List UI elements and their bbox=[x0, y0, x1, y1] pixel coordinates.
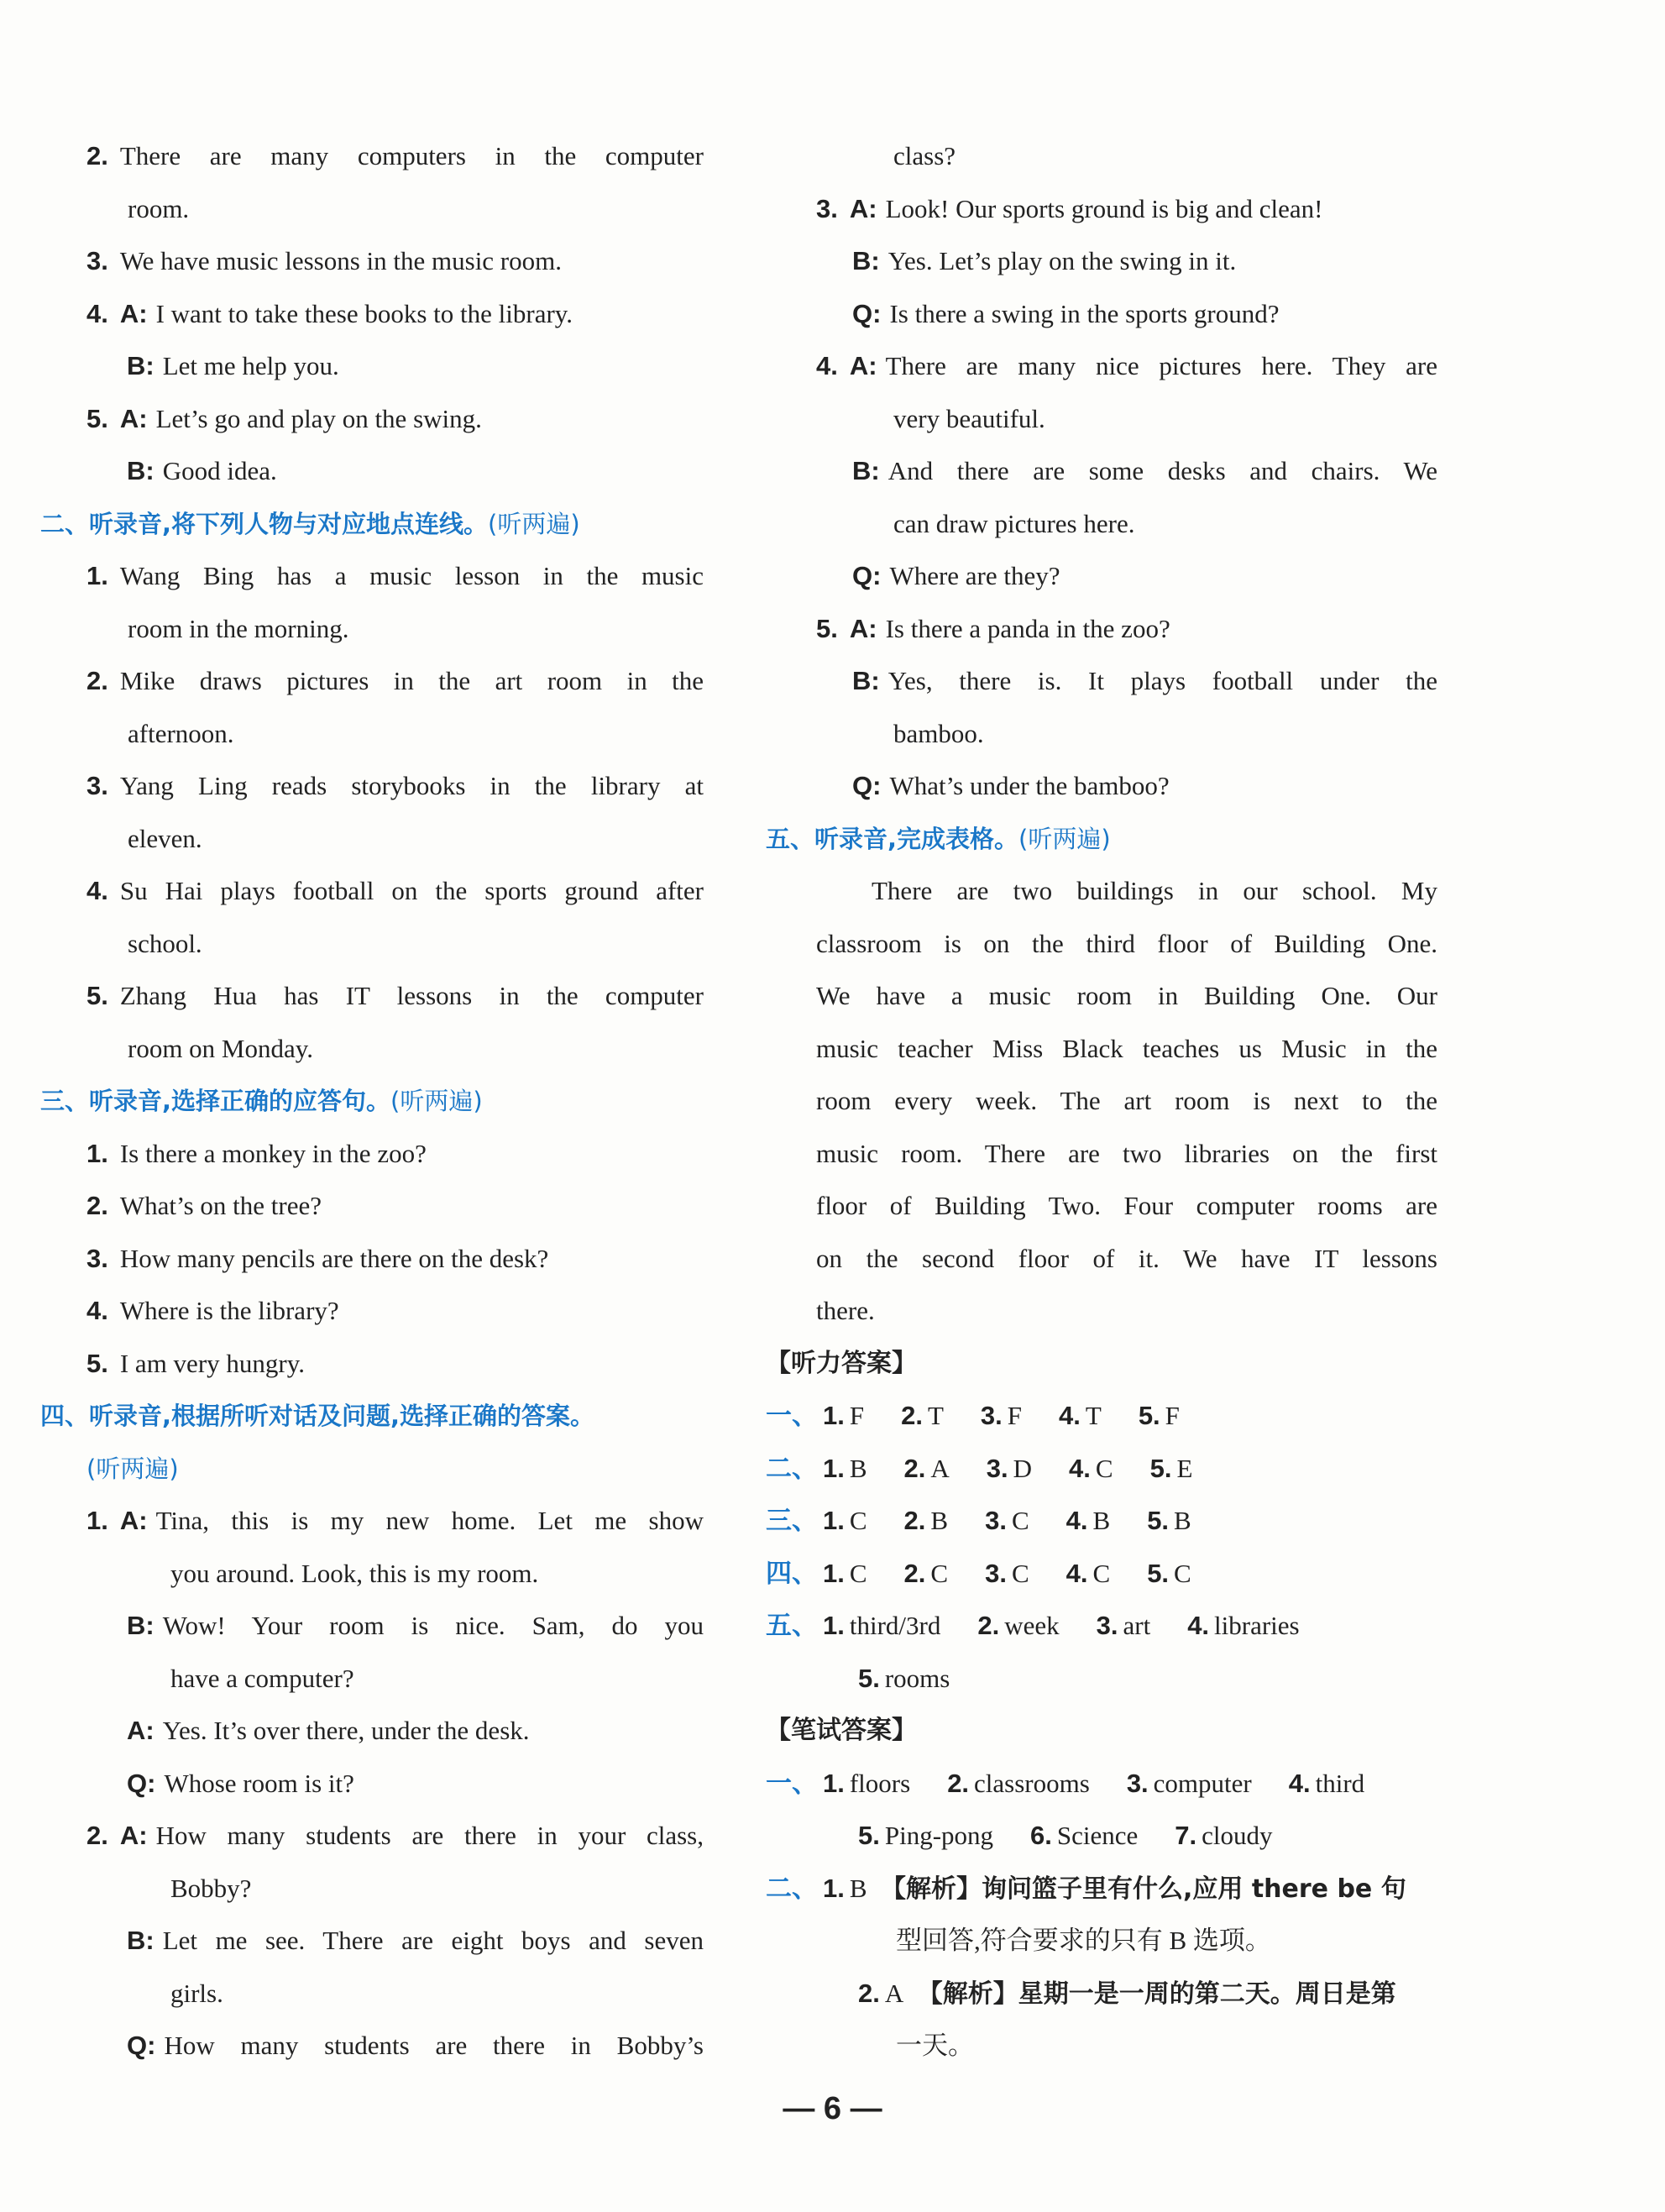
answer-value: C bbox=[1092, 1558, 1111, 1588]
line-text: Let me see. There are eight boys and seven bbox=[162, 1926, 704, 1955]
section-heading bbox=[40, 1390, 704, 1443]
answer-value: libraries bbox=[1214, 1611, 1300, 1640]
text-line bbox=[40, 1968, 704, 2021]
line-text: Let’s go and play on the swing. bbox=[155, 403, 482, 433]
question-number: 6. bbox=[1030, 1821, 1052, 1850]
text-line bbox=[766, 1915, 1437, 1968]
question-number: 5. bbox=[1138, 1401, 1160, 1430]
answer-value: cloudy bbox=[1202, 1821, 1273, 1850]
section-heading bbox=[40, 498, 704, 551]
line-text: room on Monday. bbox=[128, 1033, 313, 1063]
question-number: 5. bbox=[86, 403, 108, 433]
question-number: 1. bbox=[823, 1611, 845, 1640]
line-text: There are many nice pictures here. They are bbox=[885, 351, 1437, 380]
answer-value: C bbox=[1174, 1558, 1191, 1588]
section-heading bbox=[766, 813, 1437, 866]
line-text: can draw pictures here. bbox=[893, 508, 1135, 538]
question-number: 2. bbox=[86, 666, 108, 695]
question-number: 5. bbox=[86, 981, 108, 1010]
question-number: 4. bbox=[1059, 1401, 1081, 1430]
answer-value: T bbox=[927, 1401, 944, 1430]
text-line bbox=[40, 655, 704, 708]
speaker-label: B: bbox=[852, 246, 880, 275]
speaker-label: Q: bbox=[127, 2031, 156, 2060]
text-line bbox=[40, 1705, 704, 1758]
line-text: I want to take these books to the library. bbox=[155, 298, 573, 328]
text-line bbox=[766, 1128, 1437, 1181]
text-line bbox=[40, 1128, 704, 1181]
line-text: music teacher Miss Black teaches us Music in the bbox=[816, 1033, 1437, 1063]
text-line bbox=[40, 708, 704, 761]
question-number: 3. bbox=[1096, 1611, 1118, 1640]
text-line bbox=[766, 655, 1437, 708]
question-number: 1. bbox=[86, 561, 108, 590]
text-line bbox=[766, 1285, 1437, 1338]
line-text: Is there a swing in the sports ground? bbox=[889, 298, 1280, 328]
left-column bbox=[40, 130, 704, 2073]
speaker-label: B: bbox=[127, 1611, 154, 1640]
line-text: Yang Ling reads storybooks in the library at bbox=[119, 771, 704, 800]
text-line bbox=[766, 1968, 1437, 2021]
line-text: bamboo. bbox=[893, 718, 984, 748]
question-number: 2. bbox=[858, 1978, 880, 2008]
question-number: 4. bbox=[1065, 1558, 1088, 1588]
section-heading bbox=[40, 1075, 704, 1128]
paragraph-indent bbox=[816, 876, 872, 905]
answer-value: F bbox=[1165, 1401, 1180, 1430]
line-text: How many pencils are there on the desk? bbox=[119, 1243, 549, 1273]
speaker-label: A: bbox=[119, 1821, 148, 1850]
text-line bbox=[766, 1705, 1437, 1758]
text-line bbox=[766, 1180, 1437, 1233]
text-line bbox=[766, 1023, 1437, 1076]
answer-value: rooms bbox=[884, 1663, 950, 1693]
text-line bbox=[766, 445, 1437, 498]
text-line bbox=[766, 760, 1437, 813]
text-line bbox=[766, 2020, 1437, 2073]
line-text: floor of Building Two. Four computer rooms are bbox=[816, 1191, 1437, 1220]
question-number: 4. bbox=[86, 1296, 108, 1325]
text-line bbox=[40, 1600, 704, 1653]
text-line bbox=[766, 498, 1437, 551]
line-text: Good idea. bbox=[162, 456, 277, 485]
line-text: Where is the library? bbox=[119, 1296, 339, 1325]
line-text: 二、听录音,将下列人物与对应地点连线。 bbox=[40, 509, 489, 538]
answer-value: C bbox=[1011, 1506, 1029, 1535]
line-text: Su Hai plays football on the sports ground after bbox=[119, 876, 704, 905]
answer-value: B bbox=[849, 1453, 867, 1483]
answer-value: Science bbox=[1056, 1821, 1139, 1850]
answer-value: B bbox=[849, 1873, 867, 1903]
line-text: classroom is on the third floor of Building One. bbox=[816, 928, 1437, 958]
line-text: Is there a panda in the zoo? bbox=[885, 613, 1170, 643]
speaker-label: B: bbox=[852, 666, 880, 695]
text-line bbox=[766, 130, 1437, 183]
question-number: 1. bbox=[823, 1401, 845, 1430]
line-text: 【听力答案】 bbox=[766, 1348, 917, 1378]
question-number: 2. bbox=[903, 1558, 926, 1588]
speaker-label: A: bbox=[119, 403, 148, 433]
question-number: 3. bbox=[86, 771, 108, 800]
answer-value: T bbox=[1085, 1401, 1102, 1430]
speaker-label: A: bbox=[849, 613, 877, 643]
question-number: 4. bbox=[86, 298, 108, 328]
text-line bbox=[766, 708, 1437, 761]
speaker-label: A: bbox=[119, 298, 148, 328]
answer-value: floors bbox=[849, 1768, 911, 1798]
speaker-label: B: bbox=[127, 456, 154, 485]
line-text: Yes, there is. It plays football under the bbox=[887, 666, 1437, 695]
line-text: I am very hungry. bbox=[119, 1348, 305, 1378]
answer-value: B bbox=[930, 1506, 949, 1535]
section-prefix: 四、 bbox=[766, 1558, 818, 1589]
text-line bbox=[40, 288, 704, 341]
right-column bbox=[766, 130, 1437, 2073]
text-line bbox=[766, 970, 1437, 1023]
line-text: Yes. Let’s play on the swing in it. bbox=[887, 246, 1237, 275]
text-line bbox=[40, 1495, 704, 1548]
question-number: 5. bbox=[858, 1821, 880, 1850]
text-line bbox=[40, 813, 704, 866]
text-line bbox=[40, 1653, 704, 1706]
line-text: room in the morning. bbox=[128, 613, 349, 643]
question-number: 1. bbox=[823, 1873, 845, 1903]
answer-value: week bbox=[1004, 1611, 1060, 1640]
explanation: 【解析】星期一是一周的第二天。周日是第 bbox=[908, 1979, 1396, 2009]
text-line bbox=[766, 1863, 1437, 1916]
line-text: Look! Our sports ground is big and clean! bbox=[885, 193, 1323, 223]
answer-value: third/3rd bbox=[849, 1611, 941, 1640]
line-text: you around. Look, this is my room. bbox=[170, 1558, 539, 1588]
speaker-label: A: bbox=[849, 351, 877, 380]
question-number: 2. bbox=[947, 1768, 970, 1798]
question-number: 2. bbox=[86, 1821, 108, 1850]
line-text: 型回答,符合要求的只有 B 选项。 bbox=[896, 1926, 1271, 1955]
text-line bbox=[766, 1338, 1437, 1391]
explanation: 【解析】询问篮子里有什么,应用 there be 句 bbox=[872, 1874, 1406, 1904]
text-line bbox=[40, 393, 704, 446]
answer-value: classrooms bbox=[974, 1768, 1090, 1798]
text-line bbox=[40, 1285, 704, 1338]
question-number: 2. bbox=[86, 141, 108, 170]
question-number: 2. bbox=[86, 1191, 108, 1220]
section-heading bbox=[40, 1443, 704, 1496]
answer-value: F bbox=[849, 1401, 865, 1430]
text-line bbox=[40, 760, 704, 813]
line-text: eleven. bbox=[128, 823, 202, 853]
question-number: 2. bbox=[901, 1401, 923, 1430]
question-number: 3. bbox=[985, 1506, 1007, 1535]
answer-value: art bbox=[1123, 1611, 1151, 1640]
text-line bbox=[766, 235, 1437, 288]
question-number: 1. bbox=[823, 1558, 845, 1588]
section-prefix: 五、 bbox=[766, 1611, 818, 1641]
text-line bbox=[40, 340, 704, 393]
text-line bbox=[40, 865, 704, 918]
question-number: 1. bbox=[823, 1768, 845, 1798]
text-line bbox=[766, 183, 1437, 236]
line-text: school. bbox=[128, 928, 202, 958]
text-line bbox=[40, 1915, 704, 1968]
line-text: Yes. It’s over there, under the desk. bbox=[162, 1716, 530, 1745]
text-line bbox=[766, 865, 1437, 918]
line-text: And there are some desks and chairs. We bbox=[887, 456, 1437, 485]
line-text: girls. bbox=[170, 1978, 223, 2008]
answer-value: C bbox=[1095, 1453, 1113, 1483]
page-number: — 6 — bbox=[783, 2091, 882, 2126]
question-number: 3. bbox=[86, 246, 108, 275]
text-line bbox=[40, 970, 704, 1023]
answer-value: C bbox=[849, 1506, 867, 1535]
answer-value: third bbox=[1315, 1768, 1365, 1798]
text-line bbox=[766, 1653, 1437, 1706]
section-prefix: 二、 bbox=[766, 1453, 818, 1484]
text-line bbox=[766, 1810, 1437, 1863]
line-text: afternoon. bbox=[128, 718, 234, 748]
question-number: 1. bbox=[86, 1138, 108, 1168]
question-number: 4. bbox=[1065, 1506, 1088, 1535]
section-prefix: 一、 bbox=[766, 1768, 818, 1799]
line-text: There are two buildings in our school. My bbox=[872, 876, 1437, 905]
text-line bbox=[40, 1338, 704, 1391]
question-number: 5. bbox=[1147, 1506, 1170, 1535]
text-line bbox=[766, 1075, 1437, 1128]
question-number: 1. bbox=[823, 1453, 845, 1483]
text-line bbox=[766, 288, 1437, 341]
answer-value: A bbox=[884, 1978, 904, 2008]
line-text: 五、听录音,完成表格。 bbox=[766, 824, 1019, 853]
line-text: on the second floor of it. We have IT lessons bbox=[816, 1243, 1437, 1273]
line-text: Wow! Your room is nice. Sam, do you bbox=[162, 1611, 704, 1640]
text-line bbox=[40, 183, 704, 236]
text-line bbox=[766, 918, 1437, 971]
question-number: 5. bbox=[1147, 1558, 1170, 1588]
text-line bbox=[40, 1180, 704, 1233]
section-prefix: 二、 bbox=[766, 1873, 818, 1904]
line-text: 【笔试答案】 bbox=[766, 1716, 917, 1745]
text-line bbox=[766, 1600, 1437, 1653]
answer-value: A bbox=[930, 1453, 950, 1483]
text-line bbox=[40, 130, 704, 183]
section-prefix: 一、 bbox=[766, 1401, 818, 1431]
section-prefix: 三、 bbox=[766, 1506, 818, 1536]
question-number: 2. bbox=[903, 1453, 926, 1483]
answer-value: B bbox=[1174, 1506, 1191, 1535]
text-line bbox=[40, 445, 704, 498]
text-line bbox=[766, 340, 1437, 393]
speaker-label: A: bbox=[849, 193, 877, 223]
line-text: 一天。 bbox=[896, 2031, 974, 2060]
line-text: How many students are there in Bobby’s bbox=[164, 2031, 704, 2060]
speaker-label: Q: bbox=[127, 1768, 156, 1798]
speaker-label: Q: bbox=[852, 561, 882, 590]
text-line bbox=[766, 550, 1437, 603]
text-line bbox=[766, 1443, 1437, 1496]
question-number: 5. bbox=[858, 1663, 880, 1693]
answer-value: C bbox=[849, 1558, 867, 1588]
question-number: 1. bbox=[823, 1506, 845, 1535]
question-number: 2. bbox=[977, 1611, 1000, 1640]
line-text: Let me help you. bbox=[162, 351, 339, 380]
question-number: 4. bbox=[1069, 1453, 1091, 1483]
speaker-label: B: bbox=[127, 1926, 154, 1955]
answer-value: computer bbox=[1153, 1768, 1252, 1798]
question-number: 4. bbox=[1288, 1768, 1311, 1798]
text-line bbox=[766, 1495, 1437, 1548]
answer-value: D bbox=[1013, 1453, 1033, 1483]
question-number: 5. bbox=[816, 613, 838, 643]
text-line bbox=[40, 235, 704, 288]
line-text: Wang Bing has a music lesson in the music bbox=[119, 561, 704, 590]
speaker-label: Q: bbox=[852, 771, 882, 800]
question-number: 4. bbox=[86, 876, 108, 905]
speaker-label: A: bbox=[127, 1716, 154, 1745]
line-text: room. bbox=[128, 193, 190, 223]
question-number: 4. bbox=[1187, 1611, 1210, 1640]
text-line bbox=[40, 1233, 704, 1286]
question-number: 3. bbox=[1126, 1768, 1149, 1798]
line-text: music room. There are two libraries on the first bbox=[816, 1138, 1437, 1168]
speaker-label: B: bbox=[852, 456, 880, 485]
listen-note: (听两遍) bbox=[1018, 824, 1111, 853]
line-text: 四、听录音,根据所听对话及问题,选择正确的答案。 bbox=[40, 1402, 595, 1430]
answer-value: E bbox=[1176, 1453, 1193, 1483]
text-line bbox=[40, 918, 704, 971]
answer-value: B bbox=[1092, 1506, 1111, 1535]
listen-note: (听两遍) bbox=[390, 1087, 483, 1115]
listen-note: (听两遍) bbox=[86, 1454, 179, 1483]
question-number: 5. bbox=[1149, 1453, 1172, 1483]
question-number: 4. bbox=[816, 351, 838, 380]
text-line bbox=[40, 550, 704, 603]
text-line bbox=[766, 1390, 1437, 1443]
answer-value: C bbox=[930, 1558, 949, 1588]
text-line bbox=[766, 603, 1437, 656]
question-number: 2. bbox=[903, 1506, 926, 1535]
text-line bbox=[40, 1023, 704, 1076]
question-number: 3. bbox=[86, 1243, 108, 1273]
question-number: 3. bbox=[985, 1558, 1007, 1588]
answer-value: F bbox=[1007, 1401, 1023, 1430]
speaker-label: Q: bbox=[852, 298, 882, 328]
text-line bbox=[766, 393, 1437, 446]
line-text: Mike draws pictures in the art room in the bbox=[119, 666, 704, 695]
question-number: 3. bbox=[980, 1401, 1003, 1430]
text-line bbox=[766, 1548, 1437, 1601]
text-line bbox=[40, 1758, 704, 1811]
text-line bbox=[40, 1863, 704, 1916]
line-text: What’s under the bamboo? bbox=[889, 771, 1170, 800]
listen-note: (听两遍) bbox=[488, 509, 580, 538]
line-text: How many students are there in your class, bbox=[155, 1821, 704, 1850]
question-number: 3. bbox=[986, 1453, 1008, 1483]
answer-value: C bbox=[1011, 1558, 1029, 1588]
question-number: 7. bbox=[1175, 1821, 1197, 1850]
line-text: Zhang Hua has IT lessons in the computer bbox=[119, 981, 704, 1010]
line-text: Tina, this is my new home. Let me show bbox=[155, 1506, 704, 1535]
line-text: There are many computers in the computer bbox=[119, 141, 704, 170]
line-text: We have music lessons in the music room. bbox=[119, 246, 562, 275]
text-line bbox=[40, 603, 704, 656]
text-line bbox=[766, 1758, 1437, 1811]
question-number: 5. bbox=[86, 1348, 108, 1378]
line-text: have a computer? bbox=[170, 1663, 354, 1693]
question-number: 1. bbox=[86, 1506, 108, 1535]
text-line bbox=[40, 1810, 704, 1863]
text-line bbox=[766, 1233, 1437, 1286]
line-text: Bobby? bbox=[170, 1873, 252, 1903]
line-text: Whose room is it? bbox=[164, 1768, 354, 1798]
speaker-label: B: bbox=[127, 351, 154, 380]
line-text: What’s on the tree? bbox=[119, 1191, 322, 1220]
line-text: room every week. The art room is next to the bbox=[816, 1086, 1437, 1115]
line-text: We have a music room in Building One. Our bbox=[816, 981, 1437, 1010]
text-line bbox=[40, 1548, 704, 1601]
line-text: very beautiful. bbox=[893, 403, 1045, 433]
line-text: 三、听录音,选择正确的应答句。 bbox=[40, 1087, 391, 1115]
line-text: there. bbox=[816, 1296, 875, 1325]
line-text: Is there a monkey in the zoo? bbox=[119, 1138, 427, 1168]
text-line bbox=[40, 2020, 704, 2073]
line-text: class? bbox=[893, 141, 956, 170]
line-text: Where are they? bbox=[889, 561, 1060, 590]
question-number: 3. bbox=[816, 193, 838, 223]
answer-value: Ping-pong bbox=[884, 1821, 994, 1850]
speaker-label: A: bbox=[119, 1506, 148, 1535]
